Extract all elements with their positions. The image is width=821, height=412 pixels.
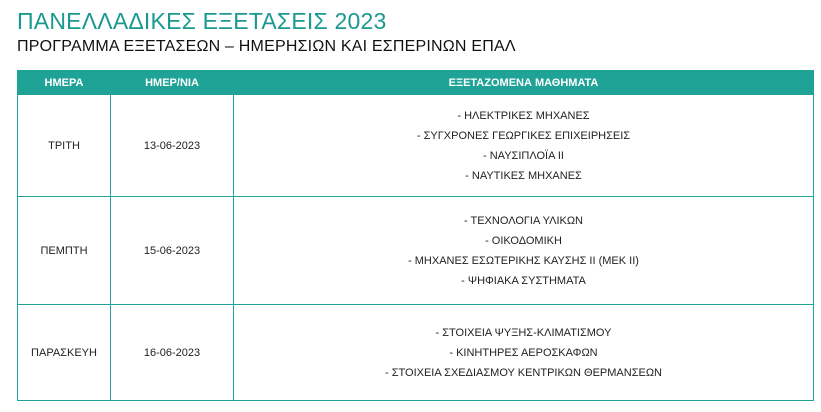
subject-item: - ΚΙΝΗΤΗΡΕΣ ΑΕΡΟΣΚΑΦΩΝ	[449, 346, 598, 359]
table-header-row	[18, 71, 814, 95]
subject-item: - ΜΗΧΑΝΕΣ ΕΣΩΤΕΡΙΚΗΣ ΚΑΥΣΗΣ ΙΙ (ΜΕΚ ΙΙ)	[408, 254, 639, 267]
subject-item: - ΨΗΦΙΑΚΑ ΣΥΣΤΗΜΑΤΑ	[461, 274, 586, 287]
exam-schedule-table	[17, 70, 814, 401]
day-cell: ΤΡΙΤΗ	[18, 95, 111, 197]
day-cell: ΠΑΡΑΣΚΕΥΗ	[18, 305, 111, 401]
subject-item: - ΝΑΥΤΙΚΕΣ ΜΗΧΑΝΕΣ	[465, 169, 582, 182]
date-cell: 13-06-2023	[111, 95, 234, 197]
subjects-cell	[234, 305, 814, 401]
header-day: ΗΜΕΡΑ	[18, 71, 111, 95]
subject-item: - ΝΑΥΣΙΠΛΟΪΑ ΙΙ	[483, 149, 564, 162]
subject-item: - ΗΛΕΚΤΡΙΚΕΣ ΜΗΧΑΝΕΣ	[457, 109, 590, 122]
subject-item: - ΤΕΧΝΟΛΟΓΙΑ ΥΛΙΚΩΝ	[463, 214, 584, 227]
page-subtitle: ΠΡΟΓΡΑΜΜΑ ΕΞΕΤΑΣΕΩΝ – ΗΜΕΡΗΣΙΩΝ ΚΑΙ ΕΣΠΕΡΙΝΩΝ ΕΠΑΛ	[17, 38, 516, 55]
table-row	[18, 95, 814, 197]
table-row	[18, 197, 814, 305]
header-date: ΗΜΕΡ/ΝΙΑ	[111, 71, 234, 95]
subject-item: - ΣΤΟΙΧΕΙΑ ΨΥΞΗΣ-ΚΛΙΜΑΤΙΣΜΟΥ	[435, 326, 612, 339]
date-cell: 15-06-2023	[111, 197, 234, 305]
subject-item: - ΟΙΚΟΔΟΜΙΚΗ	[485, 234, 562, 247]
day-cell: ΠΕΜΠΤΗ	[18, 197, 111, 305]
subjects-cell	[234, 95, 814, 197]
subject-item: - ΣΥΓΧΡΟΝΕΣ ΓΕΩΡΓΙΚΕΣ ΕΠΙΧΕΙΡΗΣΕΙΣ	[416, 129, 631, 142]
subjects-cell	[234, 197, 814, 305]
subject-item: - ΣΤΟΙΧΕΙΑ ΣΧΕΔΙΑΣΜΟΥ ΚΕΝΤΡΙΚΩΝ ΘΕΡΜΑΝΣΕΩΝ	[384, 366, 662, 379]
page-title: ΠΑΝΕΛΛΑΔΙΚΕΣ ΕΞΕΤΑΣΕΙΣ 2023	[17, 8, 387, 34]
date-cell: 16-06-2023	[111, 305, 234, 401]
table-row	[18, 305, 814, 401]
header-subjects: ΕΞΕΤΑΖΟΜΕΝΑ ΜΑΘΗΜΑΤΑ	[234, 71, 814, 95]
